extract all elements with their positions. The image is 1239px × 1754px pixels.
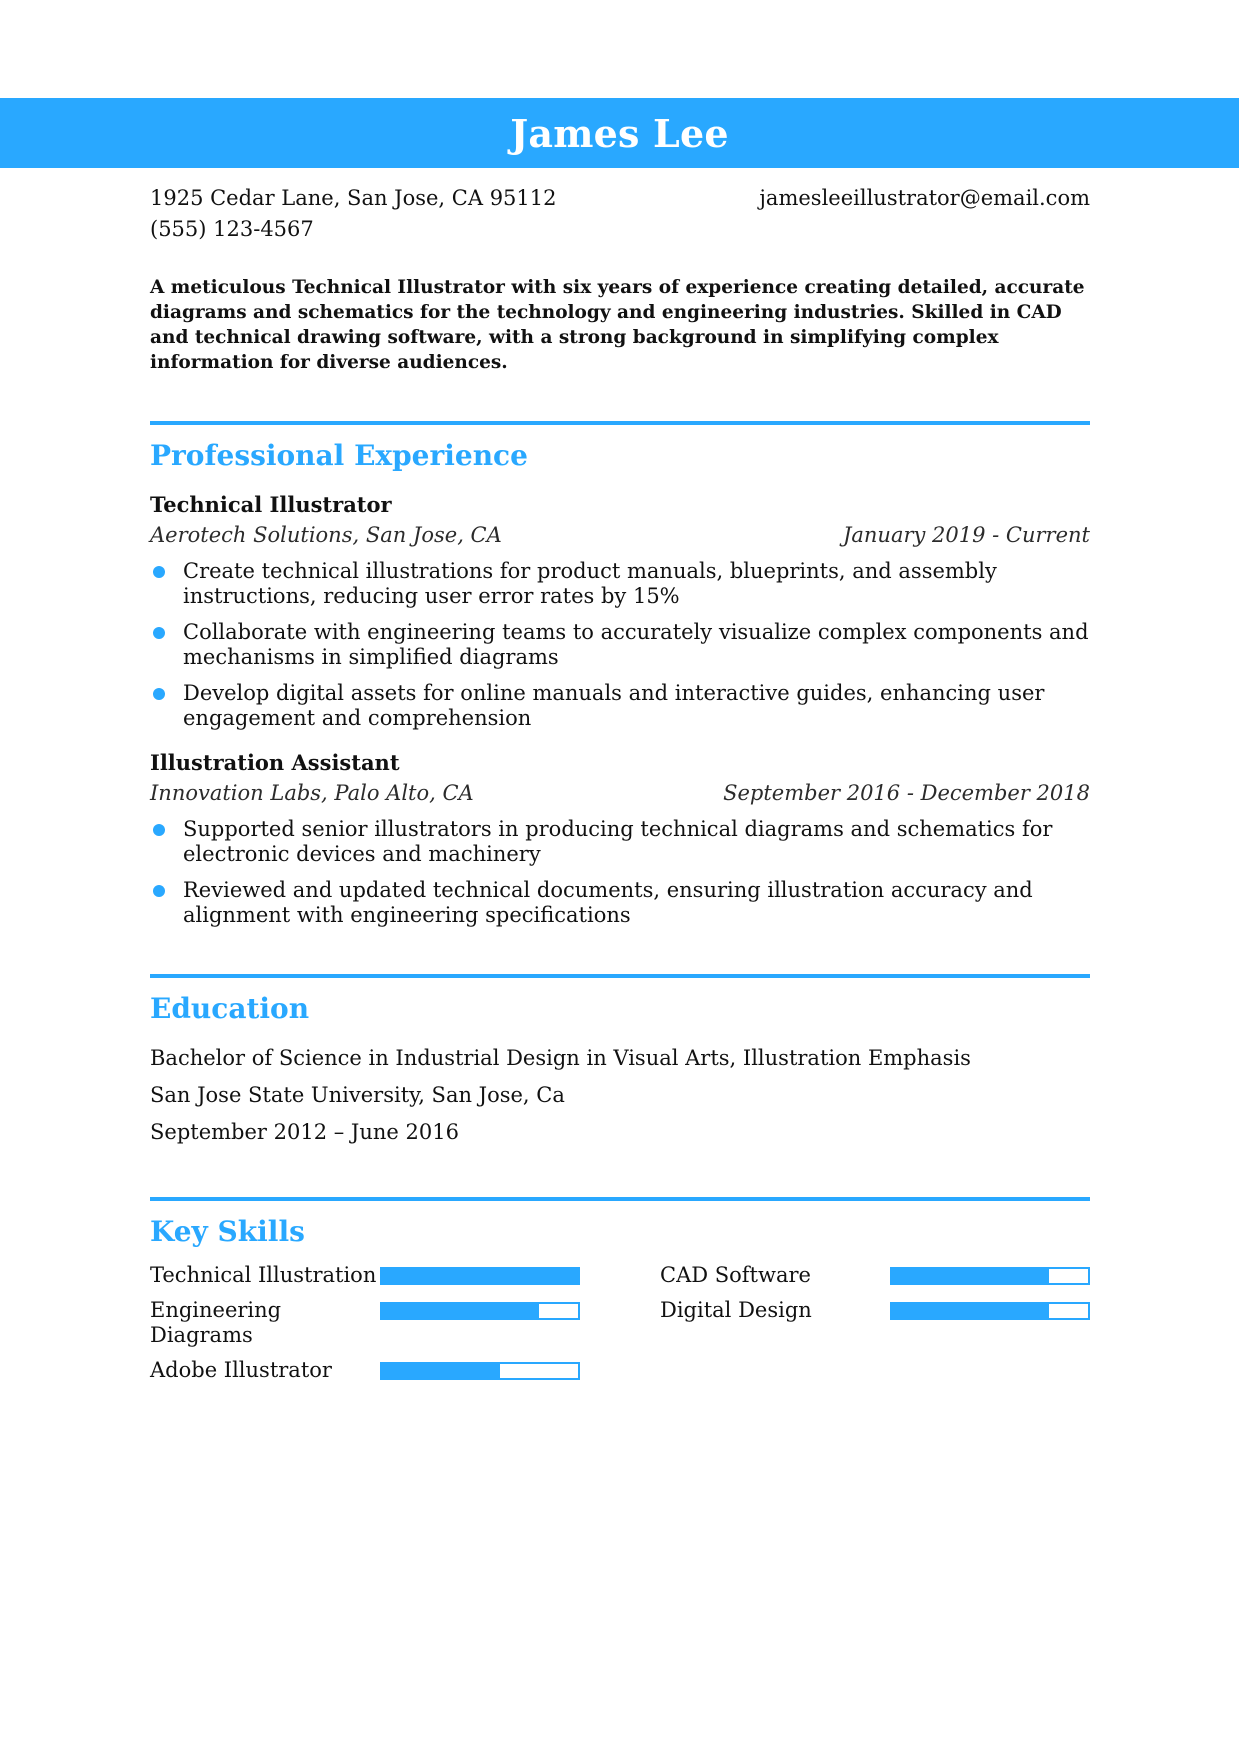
section-title-education: Education — [150, 992, 310, 1025]
skill-item — [150, 1298, 580, 1348]
skill-level-fill — [382, 1304, 539, 1318]
job-meta — [150, 520, 1090, 551]
job-bullet — [150, 817, 1090, 867]
skill-name: Engineering Diagrams — [150, 1298, 282, 1347]
education-dates: September 2012 – June 2016 — [150, 1120, 459, 1144]
job-bullets — [150, 559, 1090, 731]
resume-content — [150, 183, 1090, 1383]
skill-name: Technical Illustration — [150, 1263, 377, 1287]
contact-phone: (555) 123-4567 — [150, 217, 314, 241]
job-meta — [150, 778, 1090, 809]
header-band — [0, 98, 1239, 168]
section-experience — [150, 421, 1090, 928]
skill-item — [660, 1263, 1090, 1288]
job-bullet — [150, 559, 1090, 609]
name-title: James Lee — [510, 110, 729, 156]
job-bullet-text: Develop digital assets for online manuals and interactive guides, enhancing user engagement and comprehension — [183, 681, 1045, 730]
section-education — [150, 974, 1090, 1151]
bullet-dot-icon — [153, 885, 165, 897]
contact-right — [759, 183, 1090, 214]
bullet-dot-icon — [153, 627, 165, 639]
contact-address: 1925 Cedar Lane, San Jose, CA 95112 — [150, 186, 557, 210]
skill-name: Adobe Illustrator — [150, 1358, 332, 1382]
job-bullet-text: Reviewed and updated technical documents, ensuring illustration accuracy and alignment with engineering specifications — [183, 878, 1033, 927]
job-bullets — [150, 817, 1090, 928]
job-company: Aerotech Solutions, San Jose, CA — [150, 523, 502, 547]
job-bullet-text: Collaborate with engineering teams to accurately visualize complex components and mechanisms in simplified diagrams — [183, 620, 1089, 669]
job-dates: January 2019 - Current — [842, 523, 1090, 547]
section-title-experience: Professional Experience — [150, 439, 528, 472]
skill-level-fill — [892, 1269, 1049, 1283]
skill-name: CAD Software — [660, 1263, 811, 1287]
contact-left — [150, 183, 557, 245]
education-school: San Jose State University, San Jose, Ca — [150, 1083, 565, 1107]
skill-level-fill — [382, 1269, 578, 1283]
skill-level-bar — [380, 1267, 580, 1285]
job-title: Technical Illustrator — [150, 492, 392, 517]
section-divider — [150, 421, 1090, 425]
job-dates: September 2016 - December 2018 — [723, 781, 1090, 805]
job-bullet-text: Supported senior illustrators in producing technical diagrams and schematics for electronic devices and machinery — [183, 817, 1053, 866]
contact-row — [150, 183, 1090, 245]
skill-item — [660, 1298, 1090, 1348]
job-entry-2 — [150, 749, 1090, 928]
education-lines — [150, 1040, 1090, 1151]
bullet-dot-icon — [153, 566, 165, 578]
job-bullet-text: Create technical illustrations for product manuals, blueprints, and assembly instructions, reducing user error rates by 15% — [183, 559, 997, 608]
job-bullet — [150, 620, 1090, 670]
job-bullet — [150, 681, 1090, 731]
skill-level-fill — [892, 1304, 1049, 1318]
skill-level-bar — [380, 1302, 580, 1320]
education-degree: Bachelor of Science in Industrial Design in Visual Arts, Illustration Emphasis — [150, 1046, 971, 1070]
section-divider — [150, 1197, 1090, 1201]
section-title-skills: Key Skills — [150, 1215, 305, 1248]
bullet-dot-icon — [153, 824, 165, 836]
section-divider — [150, 974, 1090, 978]
skill-item — [150, 1263, 580, 1288]
skill-name: Digital Design — [660, 1298, 812, 1322]
skill-level-bar — [380, 1362, 580, 1380]
contact-email: jamesleeillustrator@email.com — [759, 186, 1090, 210]
section-skills — [150, 1197, 1090, 1383]
job-entry-1 — [150, 491, 1090, 731]
skills-grid — [150, 1263, 1090, 1383]
skill-level-bar — [890, 1267, 1090, 1285]
skill-level-fill — [382, 1364, 500, 1378]
job-company: Innovation Labs, Palo Alto, CA — [150, 781, 474, 805]
bullet-dot-icon — [153, 688, 165, 700]
job-title: Illustration Assistant — [150, 750, 400, 775]
summary-paragraph: A meticulous Technical Illustrator with six years of experience creating detailed, accurate diagrams and schematics for the technology and engineering industries. Skilled in CAD and technical drawing software, with a strong background in simplifying complex information for diverse audiences. — [150, 277, 1085, 373]
skill-level-bar — [890, 1302, 1090, 1320]
job-bullet — [150, 878, 1090, 928]
skill-item — [150, 1358, 580, 1383]
